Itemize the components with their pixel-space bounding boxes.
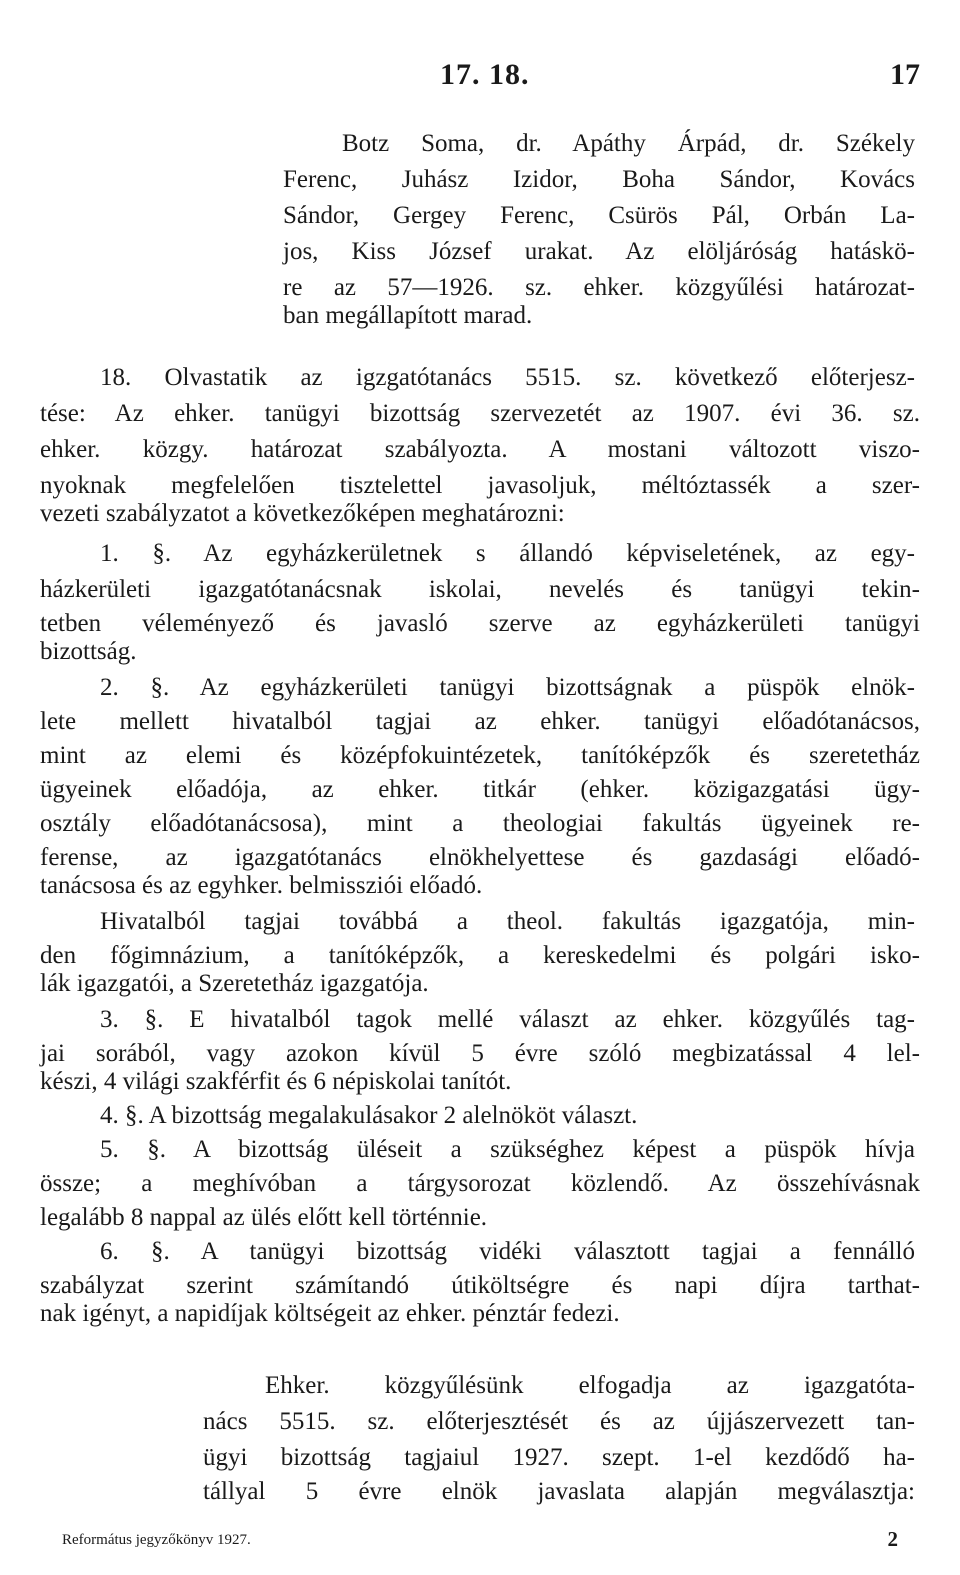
text-line: bizottság.: [40, 638, 137, 665]
text-line: 6. §. A tanügyi bizottság vidéki választott tagjai a fennálló: [100, 1238, 915, 1265]
page-header: [0, 58, 960, 98]
text-line: 3. §. E hivatalból tagok mellé választ az ehker. közgyűlés tag-: [100, 1006, 915, 1033]
text-line: Ehker. közgyűlésünk elfogadja az igazgatóta-: [265, 1372, 915, 1399]
text-line: tetben véleményező és javasló szerve az egyházkerületi tanügyi: [40, 610, 920, 637]
text-line: jos, Kiss József urakat. Az elöljáróság hatáskö-: [283, 238, 915, 265]
text-line: tállyal 5 évre elnök javaslata alapján megválasztja:: [203, 1478, 915, 1505]
text-line: legalább 8 nappal az ülés előtt kell történnie.: [40, 1204, 488, 1231]
text-line: nács 5515. sz. előterjesztését és az újjászervezett tan-: [203, 1408, 915, 1435]
header-sections: 17. 18.: [440, 58, 530, 91]
text-line: lák igazgatói, a Szeretetház igazgatója.: [40, 970, 429, 997]
text-line: jai sorából, vagy azokon kívül 5 évre szóló megbizatással 4 lel-: [40, 1040, 920, 1067]
text-line: 1. §. Az egyházkerületnek s állandó képviseletének, az egy-: [100, 540, 915, 567]
text-line: Sándor, Gergey Ferenc, Csürös Pál, Orbán La-: [283, 202, 915, 229]
text-line: szabályzat szerint számítandó útiköltségre és napi díjra tarthat-: [40, 1272, 920, 1299]
text-line: osztály előadótanácsosa), mint a theologiai fakultás ügyeinek re-: [40, 810, 920, 837]
footer-signature: 2: [887, 1527, 898, 1551]
text-line: re az 57—1926. sz. ehker. közgyűlési határozat-: [283, 274, 915, 301]
text-line: ehker. közgy. határozat szabályozta. A mostani változott viszo-: [40, 436, 920, 463]
text-line: össze; a meghívóban a tárgysorozat közlendő. Az összehívásnak: [40, 1170, 920, 1197]
text-line: tanácsosa és az egyhker. belmissziói előadó.: [40, 872, 483, 899]
text-line: házkerületi igazgatótanácsnak iskolai, nevelés és tanügyi tekin-: [40, 576, 920, 603]
text-line: 2. §. Az egyházkerületi tanügyi bizottságnak a püspök elnök-: [100, 674, 915, 701]
text-line: den főgimnázium, a tanítóképzők, a kereskedelmi és polgári isko-: [40, 942, 920, 969]
text-line: 18. Olvastatik az igzgatótanács 5515. sz. következő előterjesz-: [100, 364, 915, 391]
footer-title: Református jegyzőkönyv 1927.: [62, 1532, 251, 1548]
text-line: ban megállapított marad.: [283, 302, 533, 329]
text-line: ügyi bizottság tagjaiul 1927. szept. 1-el kezdődő ha-: [203, 1444, 915, 1471]
text-line: Ferenc, Juhász Izidor, Boha Sándor, Kovács: [283, 166, 915, 193]
text-line: ferense, az igazgatótanács elnökhelyettese és gazdasági előadó-: [40, 844, 920, 871]
text-line: nyoknak megfelelően tisztelettel javasoljuk, méltóztassék a szer-: [40, 472, 920, 499]
text-line: készi, 4 világi szakférfit és 6 népiskolai tanítót.: [40, 1068, 512, 1095]
text-line: Botz Soma, dr. Apáthy Árpád, dr. Székely: [342, 130, 915, 157]
text-line: 5. §. A bizottság üléseit a szükséghez képest a püspök hívja: [100, 1136, 915, 1163]
text-line: vezeti szabályzatot a következőképen meghatározni:: [40, 500, 565, 527]
page-number: 17: [890, 58, 920, 91]
text-line: mint az elemi és középfokuintézetek, tanítóképzők és szeretetház: [40, 742, 920, 769]
text-line: lete mellett hivatalból tagjai az ehker. tanügyi előadótanácsos,: [40, 708, 920, 735]
text-line: 4. §. A bizottság megalakulásakor 2 alelnököt választ.: [100, 1102, 638, 1129]
text-line: ügyeinek előadója, az ehker. titkár (ehker. közigazgatási ügy-: [40, 776, 920, 803]
text-line: nak igényt, a napidíjak költségeit az ehker. pénztár fedezi.: [40, 1300, 620, 1327]
text-line: Hivatalból tagjai továbbá a theol. fakultás igazgatója, min-: [100, 908, 915, 935]
text-line: tése: Az ehker. tanügyi bizottság szervezetét az 1907. évi 36. sz.: [40, 400, 920, 427]
